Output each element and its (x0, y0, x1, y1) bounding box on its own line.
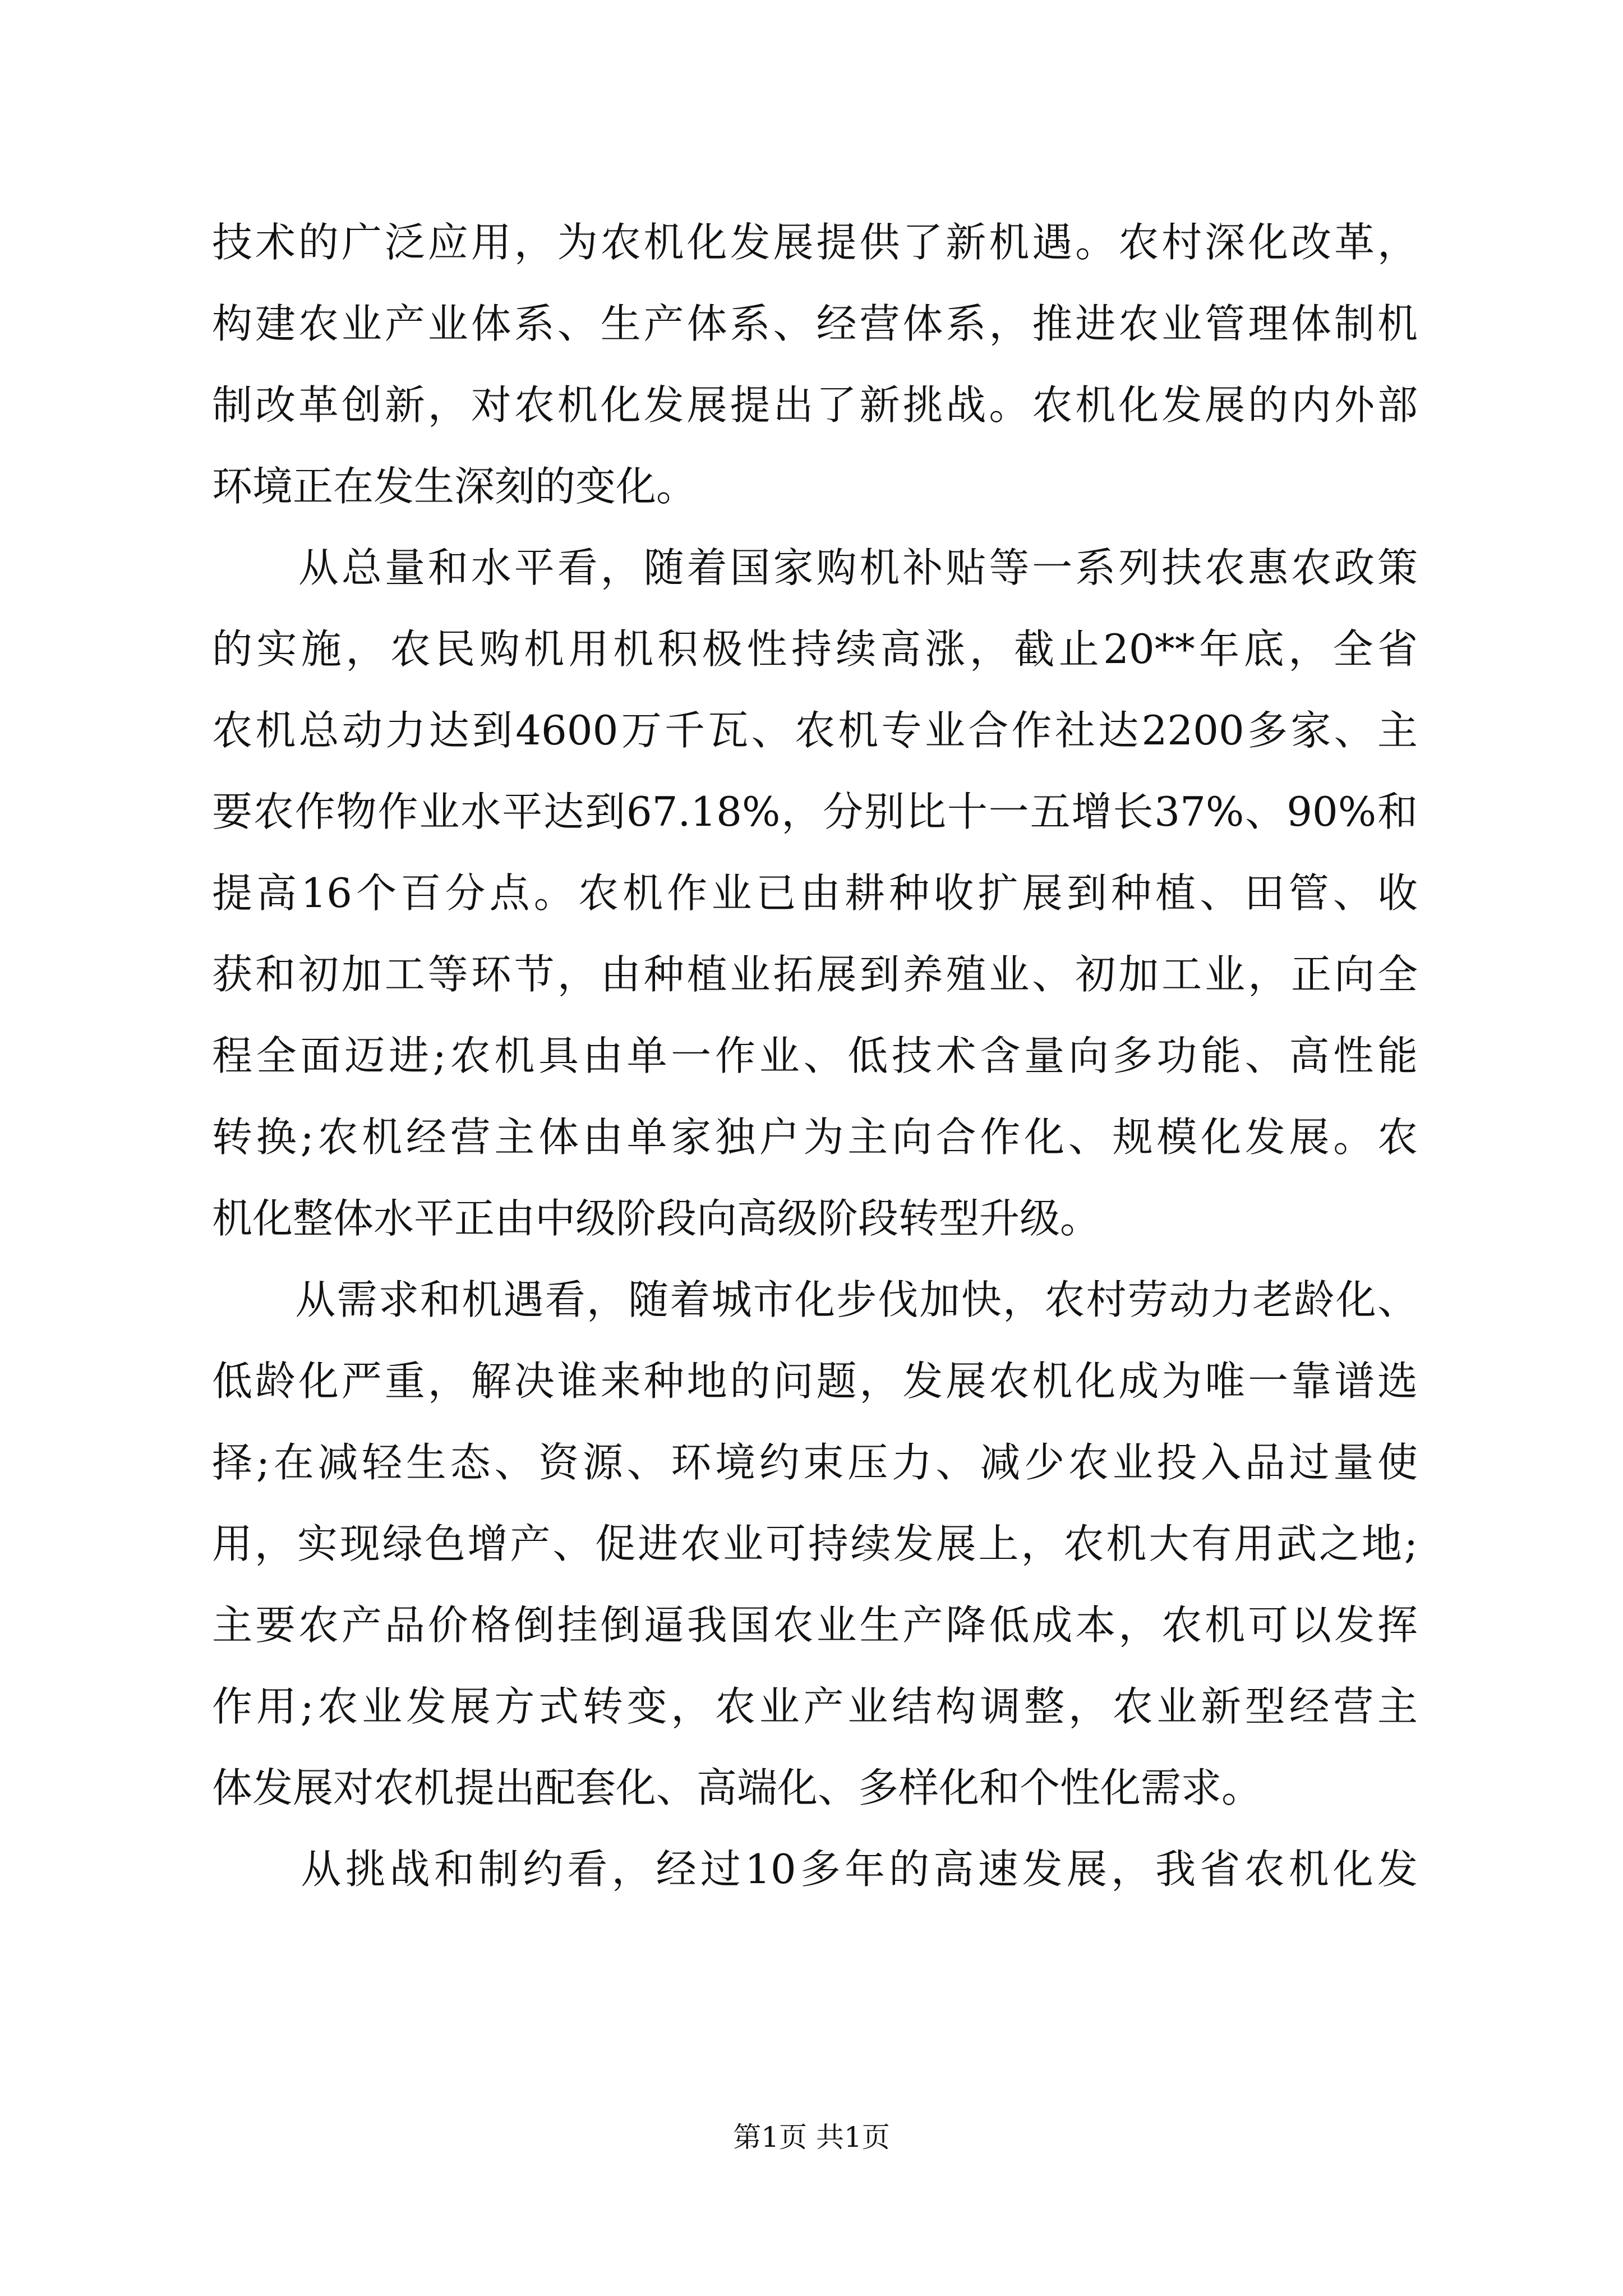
text-line: 作用;农业发展方式转变，农业产业结构调整，农业新型经营主 (212, 1683, 1418, 1730)
text-line: 获和初加工等环节，由种植业拓展到养殖业、初加工业，正向全 (212, 951, 1418, 998)
text-line: 主要农产品价格倒挂倒逼我国农业生产降低成本，农机可以发挥 (212, 1602, 1418, 1649)
text-line: 低龄化严重，解决谁来种地的问题，发展农机化成为唯一靠谱选 (212, 1358, 1418, 1405)
text-line: 农机总动力达到4600万千瓦、农机专业合作社达2200多家、主 (212, 707, 1418, 754)
text-line: 从总量和水平看，随着国家购机补贴等一系列扶农惠农政策 (212, 544, 1418, 591)
text-line: 提高16个百分点。农机作业已由耕种收扩展到种植、田管、收 (212, 869, 1418, 917)
text-line: 用，实现绿色增产、促进农业可持续发展上，农机大有用武之地; (212, 1520, 1418, 1567)
page-footer: 第1页 共1页 (733, 2121, 890, 2154)
text-line: 转换;农机经营主体由单家独户为主向合作化、规模化发展。农 (212, 1114, 1418, 1161)
text-line: 从需求和机遇看，随着城市化步伐加快，农村劳动力老龄化、 (212, 1276, 1418, 1323)
text-line: 的实施，农民购机用机积极性持续高涨，截止20**年底，全省 (212, 625, 1418, 673)
text-line: 环境正在发生深刻的变化。 (212, 463, 697, 510)
text-line: 从挑战和制约看，经过10多年的高速发展，我省农机化发 (212, 1846, 1418, 1893)
text-line: 择;在减轻生态、资源、环境约束压力、减少农业投入品过量使 (212, 1439, 1418, 1486)
text-line: 技术的广泛应用，为农机化发展提供了新机遇。农村深化改革， (212, 219, 1418, 266)
text-line: 制改革创新，对农机化发展提出了新挑战。农机化发展的内外部 (212, 381, 1418, 429)
text-line: 要农作物作业水平达到67.18%，分别比十一五增长37%、90%和 (212, 788, 1418, 835)
document-body (212, 202, 1418, 1910)
text-line: 构建农业产业体系、生产体系、经营体系，推进农业管理体制机 (212, 300, 1418, 347)
text-line: 程全面迈进;农机具由单一作业、低技术含量向多功能、高性能 (212, 1032, 1418, 1079)
text-line: 机化整体水平正由中级阶段向高级阶段转型升级。 (212, 1195, 1101, 1242)
text-line: 体发展对农机提出配套化、高端化、多样化和个性化需求。 (212, 1764, 1262, 1811)
